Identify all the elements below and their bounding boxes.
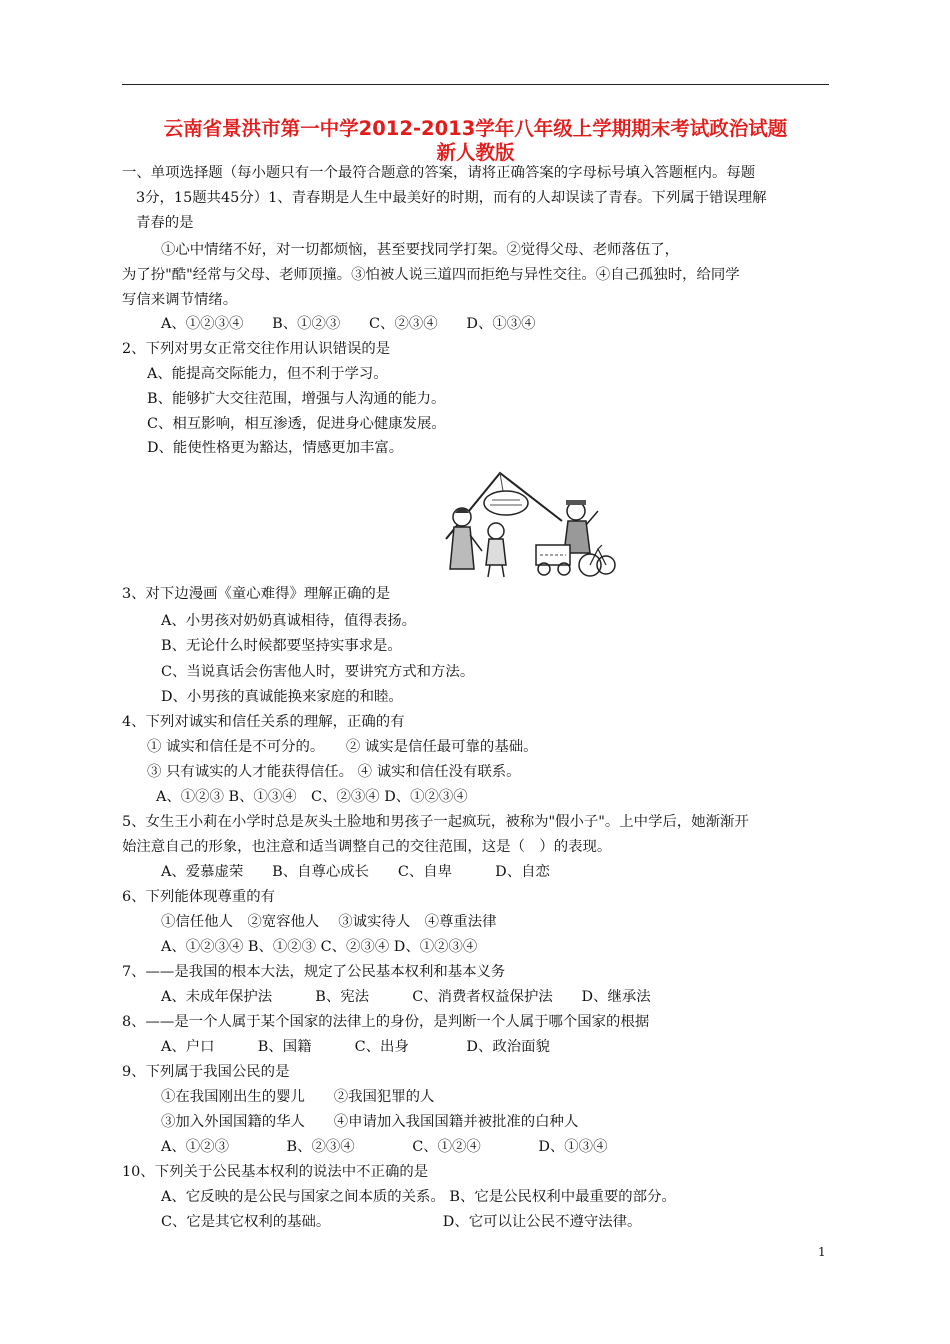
question-3-option-d: D、小男孩的真诚能换来家庭的和睦。 xyxy=(161,689,403,705)
question-7-stem: 7、——是我国的根本大法，规定了公民基本权利和基本义务 xyxy=(122,964,506,980)
question-4-stem: 4、下列对诚实和信任关系的理解，正确的有 xyxy=(122,714,405,730)
question-2-option-c: C、相互影响，相互渗透，促进身心健康发展。 xyxy=(147,416,446,432)
question-7-options: A、未成年保护法 B、宪法 C、消费者权益保护法 D、继承法 xyxy=(161,989,651,1005)
question-5-options: A、爱慕虚荣 B、自尊心成长 C、自卑 D、自恋 xyxy=(161,864,550,880)
exam-subtitle: 新人教版 xyxy=(436,141,515,164)
question-5-stem: 5、女生王小莉在小学时总是灰头土脸地和男孩子一起疯玩，被称为"假小子"。上中学后，她渐渐开 xyxy=(122,814,749,830)
question-9-statements-1: ①在我国刚出生的婴儿 ②我国犯罪的人 xyxy=(161,1089,435,1105)
question-6-options: A、①②③④ B、①②③ C、②③④ D、①②③④ xyxy=(161,939,478,955)
question-9-options: A、①②③ B、②③④ C、①②④ D、①③④ xyxy=(161,1139,608,1155)
question-1-statements-cont: 为了扮"酷"经常与父母、老师顶撞。③怕被人说三道四而拒绝与异性交往。④自己孤独时，给同学 xyxy=(122,267,740,283)
question-5-stem-cont: 始注意自己的形象，也注意和适当调整自己的交往范围，这是（ ）的表现。 xyxy=(122,839,612,855)
question-2-option-b: B、能够扩大交往范围，增强与人沟通的能力。 xyxy=(147,391,446,407)
section-instruction-line: 一、单项选择题（每小题只有一个最符合题意的答案，请将正确答案的字母标号填入答题框内。每题 xyxy=(122,165,756,181)
question-10-stem: 10、下列关于公民基本权利的说法中不正确的是 xyxy=(122,1164,429,1180)
question-8-stem: 8、——是一个人属于某个国家的法律上的身份，是判断一个人属于哪个国家的根据 xyxy=(122,1014,650,1030)
question-4-options: A、①②③ B、①③④ C、②③④ D、①②③④ xyxy=(156,789,468,805)
question-4-statements-1: ① 诚实和信任是不可分的。 ② 诚实是信任最可靠的基础。 xyxy=(147,739,538,755)
question-1-stem: 3分，15题共45分）1、青春期是人生中最美好的时期，而有的人却误读了青春。下列属于错误理解 xyxy=(136,190,767,206)
question-10-options-cd: C、它是其它权利的基础。 D、它可以让公民不遵守法律。 xyxy=(161,1214,642,1230)
question-1-options: A、①②③④ B、①②③ C、②③④ D、①③④ xyxy=(161,316,536,332)
question-3-option-a: A、小男孩对奶奶真诚相待，值得表扬。 xyxy=(161,613,417,629)
question-9-stem: 9、下列属于我国公民的是 xyxy=(122,1064,290,1080)
question-10-options-ab: A、它反映的是公民与国家之间本质的关系。 B、它是公民权利中最重要的部分。 xyxy=(161,1189,676,1205)
question-3-option-c: C、当说真话会伤害他人时，要讲究方式和方法。 xyxy=(161,664,475,680)
question-6-statements: ①信任他人 ②宽容他人 ③诚实待人 ④尊重法律 xyxy=(161,914,497,930)
page-number: 1 xyxy=(818,1245,826,1259)
question-1-statements-end: 写信来调节情绪。 xyxy=(122,292,238,308)
question-1-statements: ①心中情绪不好，对一切都烦恼，甚至要找同学打架。②觉得父母、老师落伍了， xyxy=(161,242,680,258)
question-6-stem: 6、下列能体现尊重的有 xyxy=(122,889,276,905)
question-9-statements-2: ③加入外国国籍的华人 ④申请加入我国国籍并被批准的白种人 xyxy=(161,1114,579,1130)
question-2-option-d: D、能使性格更为豁达，情感更加丰富。 xyxy=(147,440,404,456)
question-1-stem-cont: 青春的是 xyxy=(136,215,194,231)
question-2-option-a: A、能提高交际能力，但不利于学习。 xyxy=(147,366,388,382)
question-2-stem: 2、下列对男女正常交往作用认识错误的是 xyxy=(122,341,391,357)
question-3-stem: 3、对下边漫画《童心难得》理解正确的是 xyxy=(122,586,391,602)
exam-title: 云南省景洪市第一中学2012-2013学年八年级上学期期末考试政治试题 xyxy=(163,117,788,140)
cartoon-image xyxy=(440,469,616,581)
header-rule xyxy=(122,84,829,85)
question-8-options: A、户口 B、国籍 C、出身 D、政治面貌 xyxy=(161,1039,550,1055)
question-4-statements-2: ③ 只有诚实的人才能获得信任。 ④ 诚实和信任没有联系。 xyxy=(147,764,521,780)
question-3-option-b: B、无论什么时候都要坚持实事求是。 xyxy=(161,638,402,654)
